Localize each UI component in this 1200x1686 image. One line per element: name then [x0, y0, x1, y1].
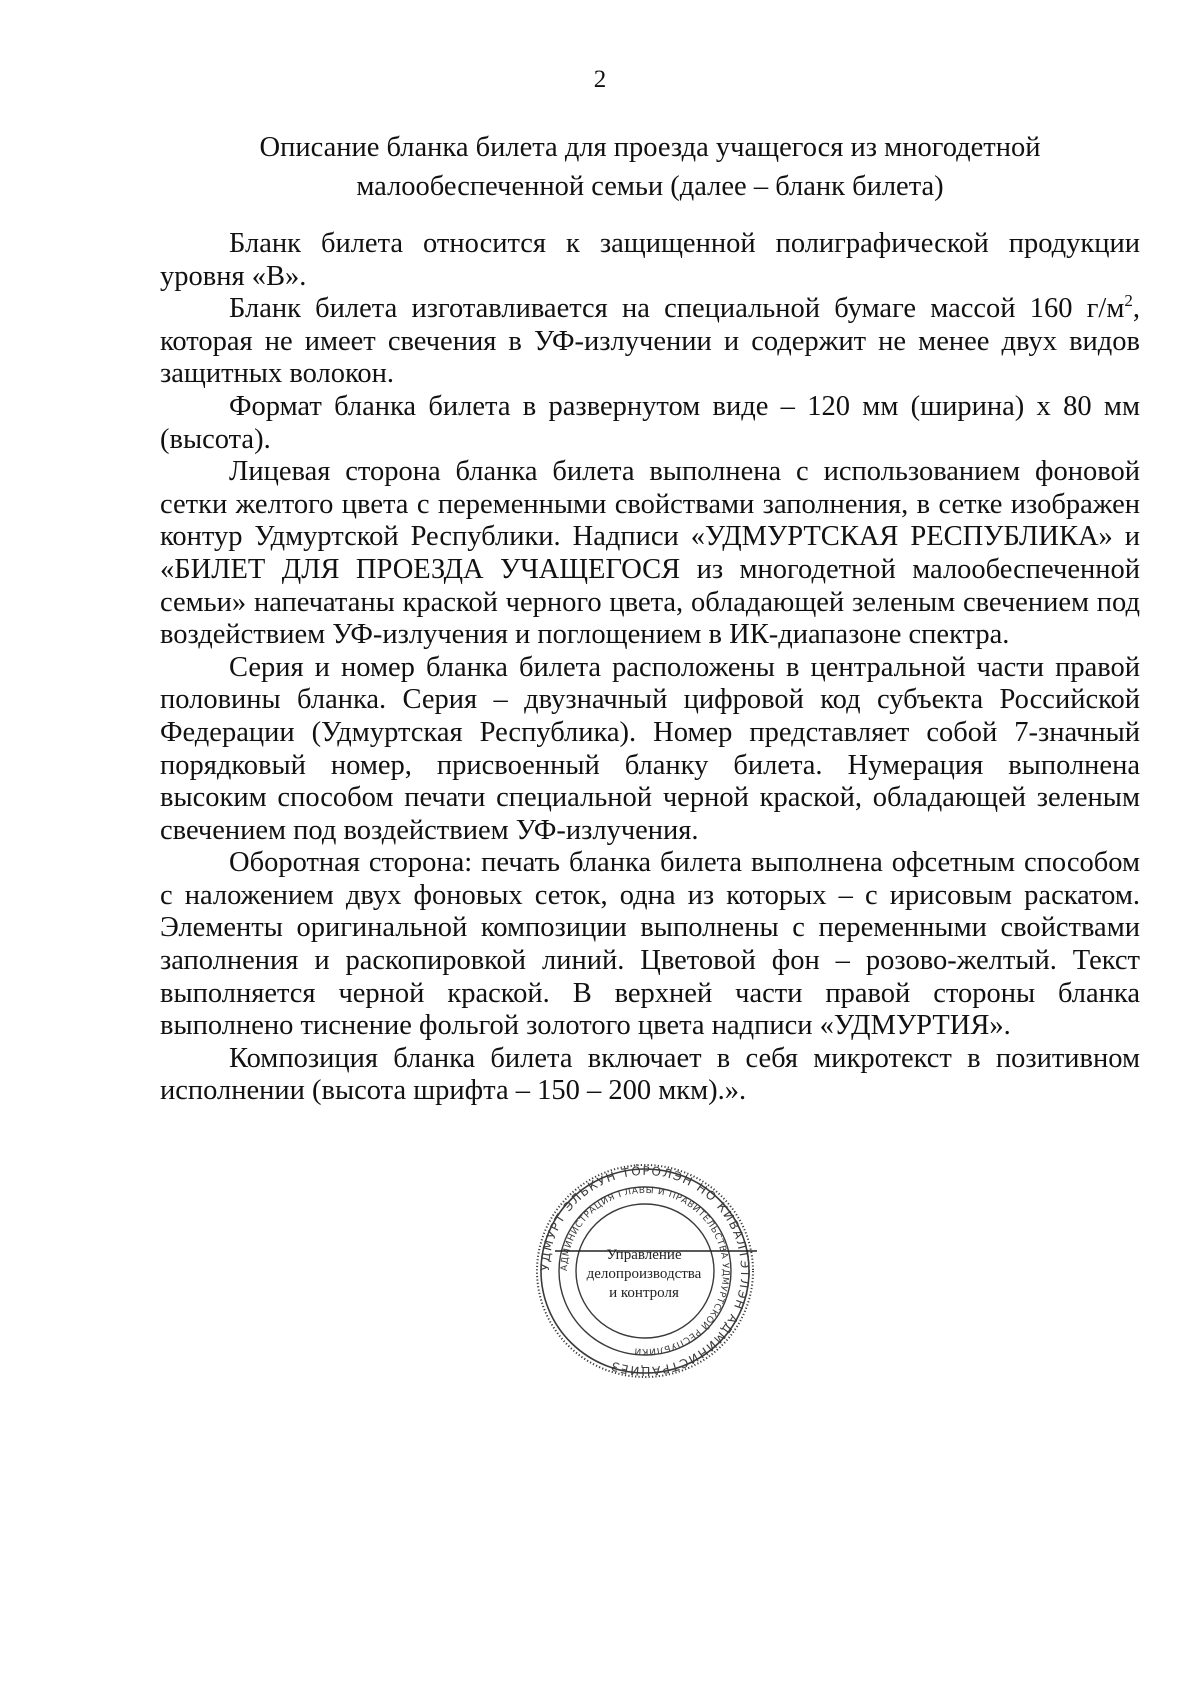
document-title [160, 128, 1140, 206]
title-line-2: малообеспеченной семьи (далее – бланк билета) [356, 171, 944, 202]
paragraph-format: Формат бланка билета в развернутом виде – 120 мм (ширина) х 80 мм (высота). [160, 390, 1140, 455]
seal-outer-text: УДМУРТ ЭЛЬКУН ТӦРОЛЭН НО КИВАЛТЭТЛЭН АДМИНИСТРАЦИЕЗ [537, 1163, 753, 1379]
seal-center-line-1: Управление [606, 1247, 682, 1263]
paragraph-back-side: Оборотная сторона: печать бланка билета выполнена офсетным способом с наложением двух фоновых сеток, одна из которых – с ирисовым раскатом. Элементы оригинальной композиции выполнены с переменными свойствами заполнения и раскопировкой линий. Цветовой фон – розово-желтый. Текст выполняется черной краской. В верхней части правой стороны бланка выполнено тиснение фольгой золотого цвета надписи «УДМУРТИЯ». [160, 847, 1140, 1042]
paragraph-security-level: Бланк билета относится к защищенной полиграфической продукции уровня «В». [160, 228, 1140, 292]
title-line-1: Описание бланка билета для проезда учащегося из многодетной [259, 132, 1041, 163]
page-number: 2 [593, 66, 607, 93]
paragraph-series-number: Серия и номер бланка билета расположены в центральной части правой половины бланка. Серия – двузначный цифровой код субъекта Российской Федерации (Удмуртская Республика). Номер представляет собой 7-значный порядковый номер, присвоенный бланку билета. Нумерация выполнена высоким способом печати специальной черной краской, обладающей зеленым свечением под воздействием УФ-излучения. [160, 651, 1140, 846]
seal-center-text [575, 1246, 713, 1303]
official-seal [525, 1160, 765, 1382]
paragraph-microtext: Композиция бланка билета включает в себя микротекст в позитивном исполнении (высота шрифта – 150 – 200 мкм).». [160, 1042, 1140, 1107]
seal-center-line-3: и контроля [609, 1285, 679, 1301]
document-body [160, 228, 1140, 1108]
seal-inner-text: АДМИНИСТРАЦИЯ ГЛАВЫ И ПРАВИТЕЛЬСТВА УДМУРТСКОЙ РЕСПУБЛИКИ [559, 1185, 731, 1357]
paragraph-front-side: Лицевая сторона бланка билета выполнена с использованием фоновой сетки желтого цвета с переменными свойствами заполнения, в сетке изображен контур Удмуртской Республики. Надписи «УДМУРТСКАЯ РЕСПУБЛИКА» и «БИЛЕТ ДЛЯ ПРОЕЗДА УЧАЩЕГОСЯ из многодетной малообеспеченной семьи» напечатаны краской черного цвета, обладающей зеленым свечением под воздействием УФ-излучения и поглощением в ИК-диапазоне спектра. [160, 456, 1140, 651]
seal-center-line-2: делопроизводства [586, 1266, 702, 1282]
superscript-square: 2 [1124, 291, 1133, 311]
paragraph-paper-text-a: Бланк билета изготавливается на специальной бумаге массой 160 г/м [229, 293, 1125, 325]
paragraph-paper [160, 293, 1140, 391]
paragraph-paper-text-b: , которая не имеет свечения в УФ-излучении и содержит не менее двух видов защитных волокон. [160, 293, 1140, 390]
